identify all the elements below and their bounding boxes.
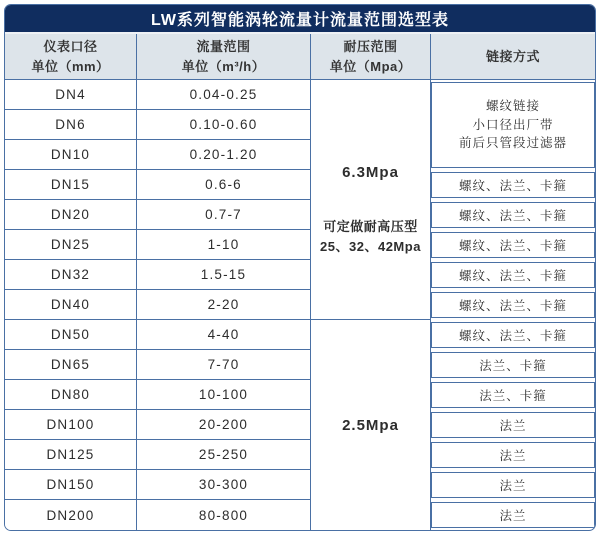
- connection-cell: 螺纹、法兰、卡箍: [431, 292, 595, 318]
- header-diameter-line1: 仪表口径: [43, 39, 98, 54]
- dn-cell: DN6: [5, 110, 137, 140]
- pressure-value: 6.3Mpa: [342, 163, 399, 181]
- dn-cell: DN20: [5, 200, 137, 230]
- header-pressure-line1: 耐压范围: [343, 39, 398, 54]
- header-flow-line2: 单位（m³/h）: [181, 58, 266, 74]
- connection-cell: 法兰: [431, 442, 595, 468]
- dn-cell: DN125: [5, 440, 137, 470]
- pressure-note: [320, 217, 421, 257]
- dn-cell: DN10: [5, 140, 137, 170]
- header-diameter-line2: 单位（mm）: [31, 58, 110, 74]
- connection-cell-threaded-note: [431, 82, 595, 168]
- range-cell: 10-100: [137, 380, 311, 410]
- dn-cell: DN15: [5, 170, 137, 200]
- header-connection-label: 链接方式: [485, 48, 540, 64]
- pressure-cell-low: [311, 320, 431, 530]
- connection-cell: 法兰: [431, 412, 595, 438]
- connection-cell: 螺纹、法兰、卡箍: [431, 172, 595, 198]
- header-flow-line1: 流量范围: [196, 39, 251, 54]
- range-cell: 1.5-15: [137, 260, 311, 290]
- dn-cell: DN150: [5, 470, 137, 500]
- connection-cell: 法兰、卡箍: [431, 352, 595, 378]
- header-cell-connection: [431, 34, 595, 80]
- dn-cell: DN40: [5, 290, 137, 320]
- connection-cell: 螺纹、法兰、卡箍: [431, 262, 595, 288]
- range-cell: 0.10-0.60: [137, 110, 311, 140]
- range-cell: 1-10: [137, 230, 311, 260]
- range-cell: 80-800: [137, 500, 311, 530]
- range-cell: 30-300: [137, 470, 311, 500]
- table-title: LW系列智能涡轮流量计流量范围选型表: [5, 5, 595, 34]
- selection-table: [4, 4, 596, 531]
- connection-line3: 前后只管段过滤器: [458, 136, 567, 151]
- pressure-note-line2: 25、32、42Mpa: [320, 239, 421, 254]
- pressure-cell-high: [311, 80, 431, 320]
- range-cell: 25-250: [137, 440, 311, 470]
- connection-cell: 法兰: [431, 502, 595, 528]
- connection-line1: 螺纹链接: [485, 98, 540, 113]
- dn-cell: DN4: [5, 80, 137, 110]
- header-cell-pressure: [311, 34, 431, 80]
- pressure-note-line1: 可定做耐高压型: [323, 218, 418, 234]
- dn-cell: DN200: [5, 500, 137, 530]
- range-cell: 20-200: [137, 410, 311, 440]
- dn-cell: DN32: [5, 260, 137, 290]
- header-cell-flow-range: [137, 34, 311, 80]
- pressure-value: 2.5Mpa: [342, 416, 399, 434]
- connection-cell: 法兰、卡箍: [431, 382, 595, 408]
- range-cell: 0.04-0.25: [137, 80, 311, 110]
- range-cell: 7-70: [137, 350, 311, 380]
- range-cell: 0.7-7: [137, 200, 311, 230]
- dn-cell: DN50: [5, 320, 137, 350]
- connection-line2: 小口径出厂带: [472, 117, 554, 132]
- range-cell: 0.20-1.20: [137, 140, 311, 170]
- dn-cell: DN25: [5, 230, 137, 260]
- connection-cell: 螺纹、法兰、卡箍: [431, 232, 595, 258]
- range-cell: 2-20: [137, 290, 311, 320]
- header-cell-diameter: [5, 34, 137, 80]
- range-cell: 0.6-6: [137, 170, 311, 200]
- header-pressure-line2: 单位（Mpa）: [329, 58, 412, 74]
- dn-cell: DN80: [5, 380, 137, 410]
- dn-cell: DN65: [5, 350, 137, 380]
- connection-cell: 法兰: [431, 472, 595, 498]
- connection-cell: 螺纹、法兰、卡箍: [431, 202, 595, 228]
- dn-cell: DN100: [5, 410, 137, 440]
- range-cell: 4-40: [137, 320, 311, 350]
- connection-cell: 螺纹、法兰、卡箍: [431, 322, 595, 348]
